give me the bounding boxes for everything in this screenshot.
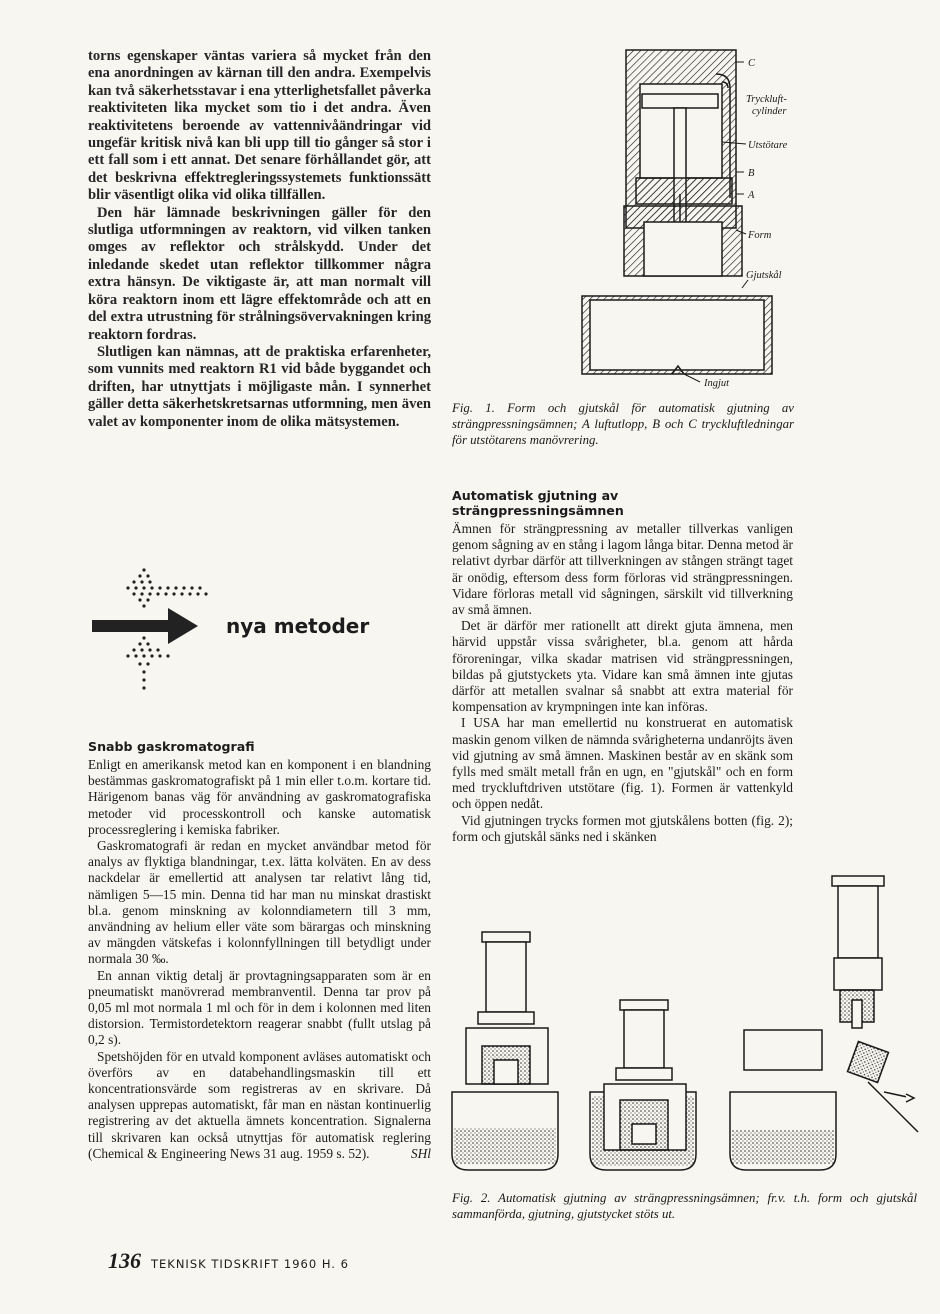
- fig1-label-cylinder-1: Tryckluft-: [746, 94, 787, 105]
- gjutning-article: [452, 488, 793, 845]
- gaskromatografi-article: [88, 739, 431, 1162]
- fig1-label-ladle: Gjutskål: [746, 270, 782, 281]
- paragraph: [88, 1049, 431, 1162]
- fig2-caption: Fig. 2. Automatisk gjutning av strängpressningsämnen; fr.v. t.h. form och gjutskål sammanförda, gjutning, gjutstycket stöts ut.: [452, 1191, 917, 1221]
- fig1-label-c: C: [748, 58, 756, 69]
- fig1-caption: Fig. 1. Form och gjutskål för automatisk gjutning av strängpressningsämnen; A luftutlopp, B och C tryckluftledningar för utstötarens manövrering.: [452, 401, 794, 447]
- paragraph: torns egenskaper väntas variera så mycket från den ena anordningen av kärnan till den andra. Exempelvis kan två säkerhetsstavar i ena ytterlighetsfallet påverka reaktiviteten lika mycket som tio i det andra. Även reaktivitetens beroende av vattennivåändringar vid ungefär kritisk nivå kan bli upp till tio gånger så stor i ett fall som i ett annat. Det senare förhållandet gör, att det beskrivna effektregleringssystemets funktionssätt blir väsentligt olika vid olika tillfällen.: [88, 48, 431, 204]
- section-heading: Snabb gaskromatografi: [88, 739, 255, 754]
- paragraph: Enligt en amerikansk metod kan en komponent i en blandning bestämmas gaskromatografiskt på 1 min eller t.o.m. kortare tid. Härigenom banas väg för användning av gaskromatografiska metoder vid processkontroll och kanske automatisk processreglering i kemiska fabriker.: [88, 757, 431, 837]
- fig1-label-inlet: Ingjut: [704, 378, 730, 389]
- paragraph: Gaskromatografi är redan en mycket användbar metod för analys av flyktiga blandningar, t.ex. lätta kolväten. En av dess nackdelar är emellertid att analysen tar relativt lång tid, nämligen 5—15 min. Denna tid har man nu minskat drastiskt bl.a. genom minskning av kolonndiametern till 3 mm, användning av helium eller väte som bärargas och minskning av mängden vätskefas i kolonnfyllningen till betydligt under normala 30 ‰.: [88, 838, 431, 967]
- fig1-label-a: A: [748, 190, 755, 201]
- paragraph: Den här lämnade beskrivningen gäller för den slutliga utformningen av reaktorn, vid vilken tanken omges av reflektor och strålskydd. Under det inledande skedet utan reflektor tillkommer några extra hänsyn. De viktigaste är, att man normalt vill köra reaktorn inom ett lägre effektområde och att en del extra utrustning för strålningsövervakningen kring reaktorn fordras.: [88, 204, 431, 343]
- fig1-label-b: B: [748, 168, 755, 179]
- paragraph: Ämnen för strängpressning av metaller tillverkas vanligen genom sågning av en stång i lagom långa bitar. Denna metod är relativt dyrbar därför att tillverkningen av stången strängt taget är onödig, eftersom dess form förloras vid strängpressningen. Vidare förloras metall vid sågningen, särskilt vid tillverkning av små ämnen.: [452, 521, 793, 618]
- continued-article: [88, 48, 431, 431]
- page-number: 136: [108, 1248, 141, 1273]
- fig1-diagram: [576, 44, 806, 394]
- fig1-label-cylinder-2: cylinder: [752, 106, 787, 117]
- author-signature: SHl: [410, 1145, 431, 1161]
- section-heading: Automatisk gjutning av strängpressningsämnen: [452, 488, 624, 518]
- paragraph: Slutligen kan nämnas, att de praktiska erfarenheter, som vunnits med reaktorn R1 vid både byggandet och driften, har utnyttjats i möjligaste mån. I synnerhet gäller detta säkerhetskretsarnas utformning, men även valet av komponenter inom de olika mätsystemen.: [88, 343, 431, 430]
- paragraph: En annan viktig detalj är provtagningsapparaten som är en pneumatiskt manövrerad membranventil. Denna tar prov på 0,05 ml mot normala 1 ml och för in dem i kolonnen med liten distorsion. Termistordetektorn reagerar snabbt (fullt utslag på 0,2 s).: [88, 967, 431, 1048]
- fig2-diagram: [448, 870, 928, 1182]
- page-footer: [108, 1248, 349, 1274]
- logo-text: nya metoder: [226, 614, 370, 638]
- fig1-label-form: Form: [748, 230, 772, 241]
- fig1-label-ejector: Utstötare: [748, 140, 788, 151]
- journal-name: TEKNISK TIDSKRIFT 1960 H. 6: [151, 1257, 349, 1271]
- paragraph: I USA har man emellertid nu konstruerat en automatisk maskin genom vilken de nämnda svårigheterna undanröjts även vid gjutning av små ämnen. Maskinen består av en skänk som fylls med smält metall från en ugn, en "gjutskål" och en form med tryckluftdriven utstötare (fig. 1). Formen är vattenkyld och öppen nedåt.: [452, 715, 793, 812]
- paragraph: Det är därför mer rationellt att direkt gjuta ämnena, men härvid uppstår vissa svårigheter, bl.a. genom att hårda föroreningar, vilka skadar matrisen vid strängpressningen, bildas på gjutstyckets yta. Vidare kan små ämnen inte gjutas därför att metallen svalnar så snabbt att extra material för kompensation av krympningen inte kan införas.: [452, 618, 793, 715]
- paragraph-text: Spetshöjden för en utvald komponent avläses automatiskt och överförs av en databehandlingsmaskin till ett koncentrationsvärde som registreras av en skrivare. Då analysen upprepas automatiskt, får man en nästan kontinuerlig registrering av det aktuella ämnets koncentration. Signalerna till skrivaren kan också utnyttjas för automatisk reglering (Chemical & Engineering News 31 aug. 1959 s. 52).: [88, 1048, 431, 1161]
- paragraph: Vid gjutningen trycks formen mot gjutskålens botten (fig. 2); form och gjutskål sänks ned i skänken: [452, 812, 793, 844]
